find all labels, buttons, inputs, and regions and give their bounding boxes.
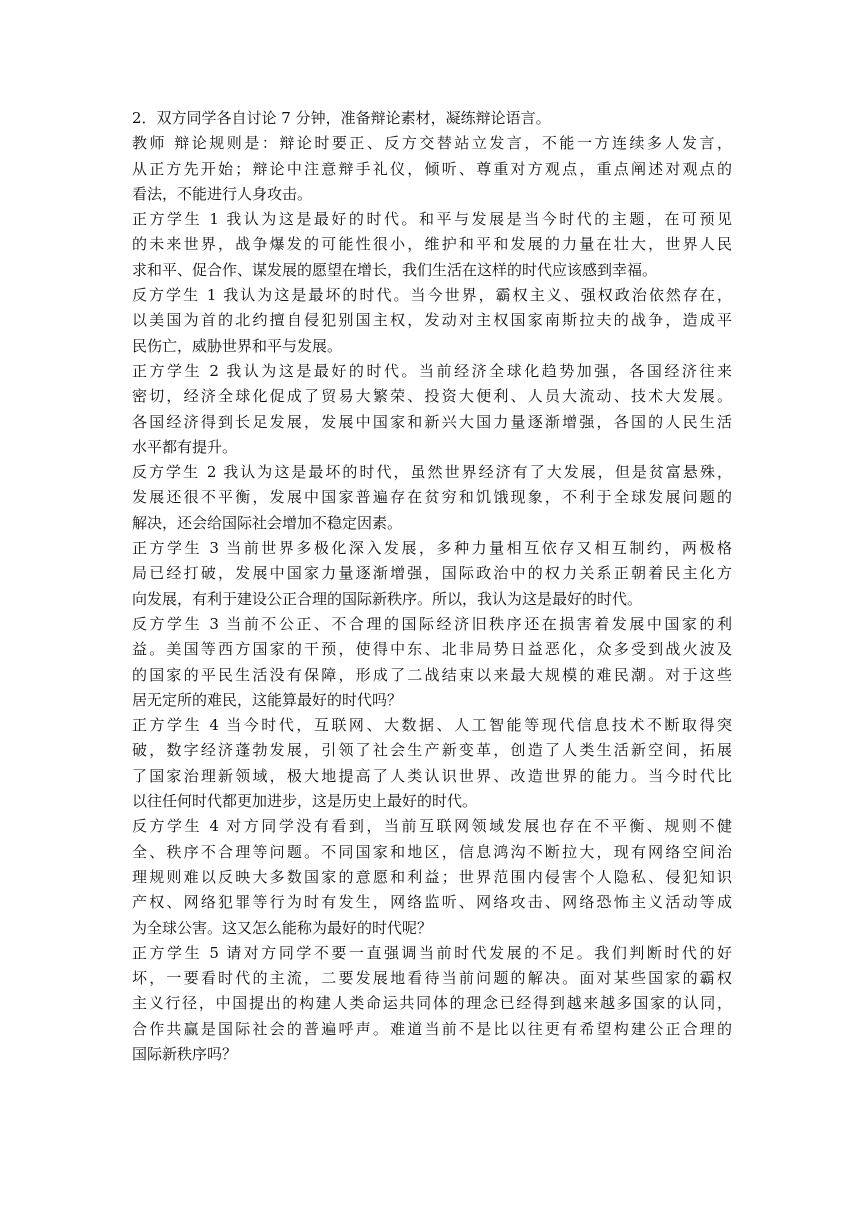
text-line: 正方学生 4 当今时代，互联网、大数据、人工智能等现代信息技术不断取得突 (132, 716, 732, 735)
text-line: 发展还很不平衡，发展中国家普遍存在贫穷和饥饿现象，不利于全球发展问题的 (132, 488, 732, 507)
text-line: 坏，一要看时代的主流，二要发展地看待当前问题的解决。面对某些国家的霸权 (132, 969, 732, 988)
text-line: 益。美国等西方国家的干预，使得中东、北非局势日益恶化，众多受到战火波及 (132, 640, 732, 659)
text-line: 向发展，有利于建设公正合理的国际新秩序。所以，我认为这是最好的时代。 (132, 589, 643, 608)
paragraph-teacher-rules (132, 131, 732, 207)
text-line: 反方学生 2 我认为这是最坏的时代，虽然世界经济有了大发展，但是贫富悬殊， (132, 463, 732, 482)
text-line: 破，数字经济蓬勃发展，引领了社会生产新变革，创造了人类生活新空间，拓展 (132, 741, 732, 760)
text-line: 水平都有提升。 (132, 437, 238, 456)
paragraph-pro-5 (132, 941, 732, 1067)
paragraph-pro-1 (132, 207, 732, 283)
text-line: 2．双方同学各自讨论 7 分钟，准备辩论素材，凝练辩论语言。 (132, 109, 551, 127)
text-line: 合作共赢是国际社会的普遍呼声。难道当前不是比以往更有希望构建公正合理的 (132, 1019, 732, 1038)
text-line: 理规则难以反映大多数国家的意愿和利益；世界范围内侵害个人隐私、侵犯知识 (132, 867, 732, 886)
paragraph-con-3 (132, 612, 732, 713)
text-line: 正方学生 5 请对方同学不要一直强调当前时代发展的不足。我们判断时代的好 (132, 943, 732, 962)
text-line: 密切，经济全球化促成了贸易大繁荣、投资大便利、人员大流动、技术大发展。 (132, 387, 732, 406)
paragraph-step-2 (132, 106, 732, 131)
paragraph-con-4 (132, 814, 732, 940)
text-line: 看法，不能进行人身攻击。 (132, 184, 313, 203)
text-line: 教师 辩论规则是：辩论时要正、反方交替站立发言，不能一方连续多人发言， (132, 134, 732, 153)
text-line: 以美国为首的北约擅自侵犯别国主权，发动对主权国家南斯拉夫的战争，造成平 (132, 311, 732, 330)
text-line: 主义行径，中国提出的构建人类命运共同体的理念已经得到越来越多国家的认同， (132, 994, 732, 1013)
text-line: 全、秩序不合理等问题。不同国家和地区，信息鸿沟不断拉大，现有网络空间治 (132, 842, 732, 861)
paragraph-pro-3 (132, 536, 732, 612)
text-line: 局已经打破，发展中国家力量逐渐增强，国际政治中的权力关系正朝着民主化方 (132, 564, 732, 583)
text-line: 的未来世界，战争爆发的可能性很小，维护和平和发展的力量在壮大，世界人民 (132, 235, 732, 254)
text-line: 居无定所的难民，这能算最好的时代吗？ (132, 690, 403, 709)
text-line: 从正方先开始；辩论中注意辩手礼仪，倾听、尊重对方观点，重点阐述对观点的 (132, 159, 732, 178)
document-body (132, 106, 732, 1067)
text-line: 正方学生 3 当前世界多极化深入发展，多种力量相互依存又相互制约，两极格 (132, 539, 732, 558)
paragraph-pro-4 (132, 713, 732, 814)
text-line: 反方学生 3 当前不公正、不合理的国际经济旧秩序还在损害着发展中国家的利 (132, 614, 732, 633)
text-line: 为全球公害。这又怎么能称为最好的时代呢？ (132, 918, 433, 937)
text-line: 反方学生 4 对方同学没有看到，当前互联网领域发展也存在不平衡、规则不健 (132, 817, 732, 836)
text-line: 国际新秩序吗？ (132, 1044, 238, 1063)
text-line: 各国经济得到长足发展，发展中国家和新兴大国力量逐渐增强，各国的人民生活 (132, 412, 732, 431)
paragraph-con-2 (132, 460, 732, 536)
text-line: 反方学生 1 我认为这是最坏的时代。当今世界，霸权主义、强权政治依然存在， (132, 286, 732, 305)
text-line: 正方学生 1 我认为这是最好的时代。和平与发展是当今时代的主题，在可预见 (132, 210, 732, 229)
text-line: 民伤亡，威胁世界和平与发展。 (132, 336, 343, 355)
text-line: 了国家治理新领域，极大地提高了人类认识世界、改造世界的能力。当今时代比 (132, 766, 732, 785)
paragraph-con-1 (132, 283, 732, 359)
text-line: 解决，还会给国际社会增加不稳定因素。 (132, 513, 403, 532)
text-line: 的国家的平民生活没有保障，形成了二战结束以来最大规模的难民潮。对于这些 (132, 665, 732, 684)
text-line: 以往任何时代都更加进步，这是历史上最好的时代。 (132, 792, 478, 811)
text-line: 正方学生 2 我认为这是最好的时代。当前经济全球化趋势加强，各国经济往来 (132, 361, 732, 380)
text-line: 求和平、促合作、谋发展的愿望在增长，我们生活在这样的时代应该感到幸福。 (132, 260, 658, 279)
paragraph-pro-2 (132, 359, 732, 460)
text-line: 产权、网络犯罪等行为时有发生，网络监听、网络攻击、网络恐怖主义活动等成 (132, 893, 732, 912)
